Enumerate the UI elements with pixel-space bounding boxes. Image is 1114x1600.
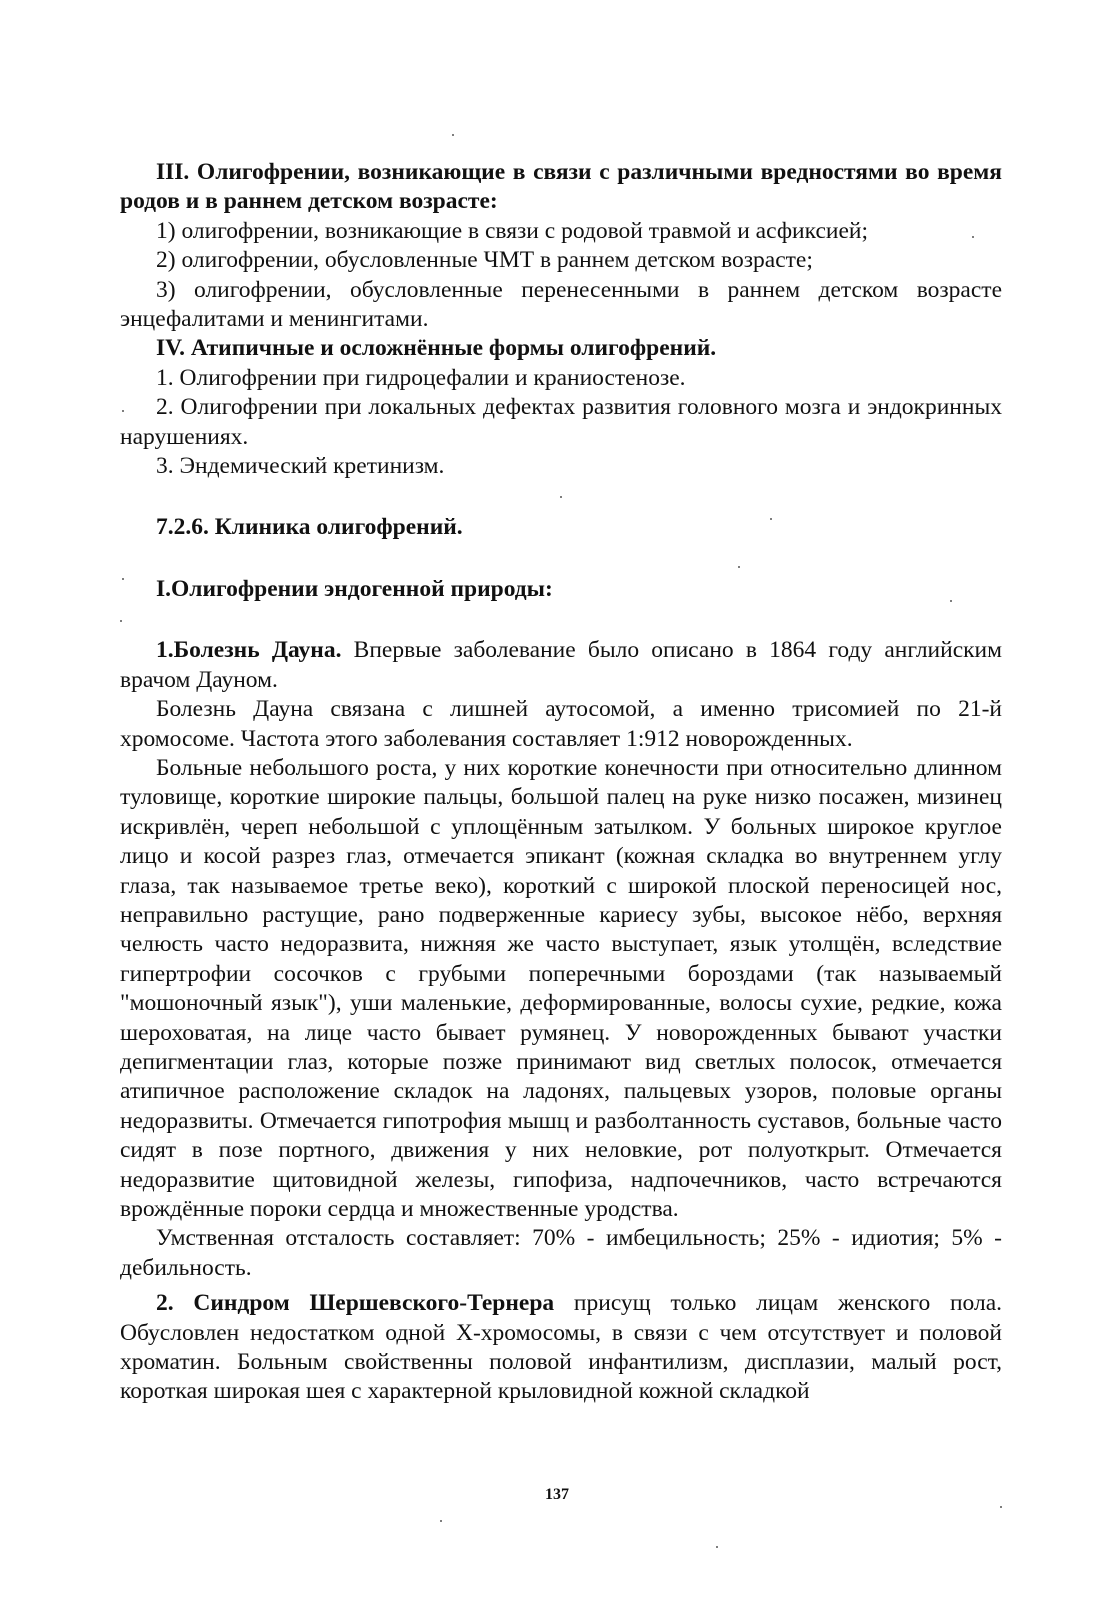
scan-speck	[452, 134, 454, 136]
down-title: 1.Болезнь Дауна.	[156, 637, 342, 664]
scan-speck	[1000, 1506, 1002, 1508]
scan-speck	[120, 620, 122, 622]
clinic-heading: 7.2.6. Клиника олигофрений.	[156, 514, 463, 541]
scan-speck	[738, 566, 740, 568]
section-4-item-3: 3. Эндемический кретинизм.	[156, 453, 445, 480]
scan-speck	[122, 410, 124, 412]
scan-speck	[716, 1546, 718, 1548]
page-body	[120, 158, 1002, 1407]
down-intro-paragraph	[120, 636, 1002, 695]
section-3-item-3: 3) олигофрении, обусловленные перенесенными в раннем детском возрасте энцефалитами и менингитами.	[120, 276, 1002, 333]
section-3-item-2: 2) олигофрении, обусловленные ЧМТ в раннем детском возрасте;	[156, 247, 813, 274]
section-3-heading: III. Олигофрении, возникающие в связи с различными вредностями во время родов и в раннем детском возрасте:	[120, 159, 1002, 215]
scan-speck	[560, 496, 562, 498]
scan-speck	[770, 518, 772, 520]
scan-speck	[972, 236, 974, 238]
down-paragraph-2: Больные небольшого роста, у них короткие конечности при относительно длинном туловище, короткие широкие пальцы, большой палец на руке низко посажен, мизинец искривлён, череп небольшой с уплощённым затылком. У больных широкое круглое лицо и косой разрез глаз, отмечается эпикант (кожная складка во внутреннем углу глаза, так называемое третье веко), короткий с широкой плоской переносицей нос, неправильно растущие, рано подверженные кариесу зубы, высокое нёбо, верхняя челюсть часто недоразвита, нижняя же часто выступает, язык утолщён, вследствие гипертрофии сосочков с грубыми поперечными бороздами (так называемый "мошоночный язык"), уши маленькие, деформированные, волосы сухие, редкие, кожа шероховатая, на лице часто бывает румянец. У новорожденных бывают участки депигментации глаз, которые позже принимают вид светлых полосок, отмечается атипичное расположение складок на ладонях, пальцевых узоров, половые органы недоразвиты. Отмечается гипотрофия мышц и разболтанность суставов, больные часто сидят в позе портного, движения у них неловкие, рот полуоткрыт. Отмечается недоразвитие щитовидной железы, гипофиза, надпочечников, часто встречаются врождённые пороки сердца и множественные уродства.	[120, 754, 1002, 1222]
down-paragraph-3: Умственная отсталость составляет: 70% - имбецильность; 25% - идиотия; 5% - дебильность.	[120, 1225, 1002, 1281]
section-3-item-1: 1) олигофрении, возникающие в связи с родовой травмой и асфиксией;	[156, 217, 869, 244]
turner-paragraph	[120, 1289, 1002, 1407]
clinic-subheading: I.Олигофрении эндогенной природы:	[156, 575, 553, 602]
scan-speck	[440, 1520, 442, 1522]
down-intro: Впервые заболевание было описано в 1864 году английским врачом Дауном.	[120, 637, 1002, 693]
down-paragraph-1: Болезнь Дауна связана с лишней аутосомой, а именно трисомией по 21-й хромосоме. Частота этого заболевания составляет 1:912 новорожденных.	[120, 696, 1002, 752]
page-number: 137	[545, 1486, 569, 1503]
section-4-heading: IV. Атипичные и осложнённые формы олигофрений.	[156, 335, 717, 362]
turner-title: 2. Синдром Шершевского-Тернера	[156, 1290, 555, 1317]
section-4-item-2: 2. Олигофрении при локальных дефектах развития головного мозга и эндокринных нарушениях.	[120, 394, 1002, 450]
scan-speck	[950, 600, 952, 602]
scan-speck	[122, 578, 124, 580]
turner-text: присущ только лицам женского пола. Обусловлен недостатком одной Х-хромосомы, в связи с чем отсутствует и половой хроматин. Больным свойственны половой инфантилизм, дисплазии, малый рост, короткая широкая шея с характерной крыловидной кожной складкой	[120, 1290, 1002, 1405]
section-4-item-1: 1. Олигофрении при гидроцефалии и краниостенозе.	[156, 364, 686, 391]
